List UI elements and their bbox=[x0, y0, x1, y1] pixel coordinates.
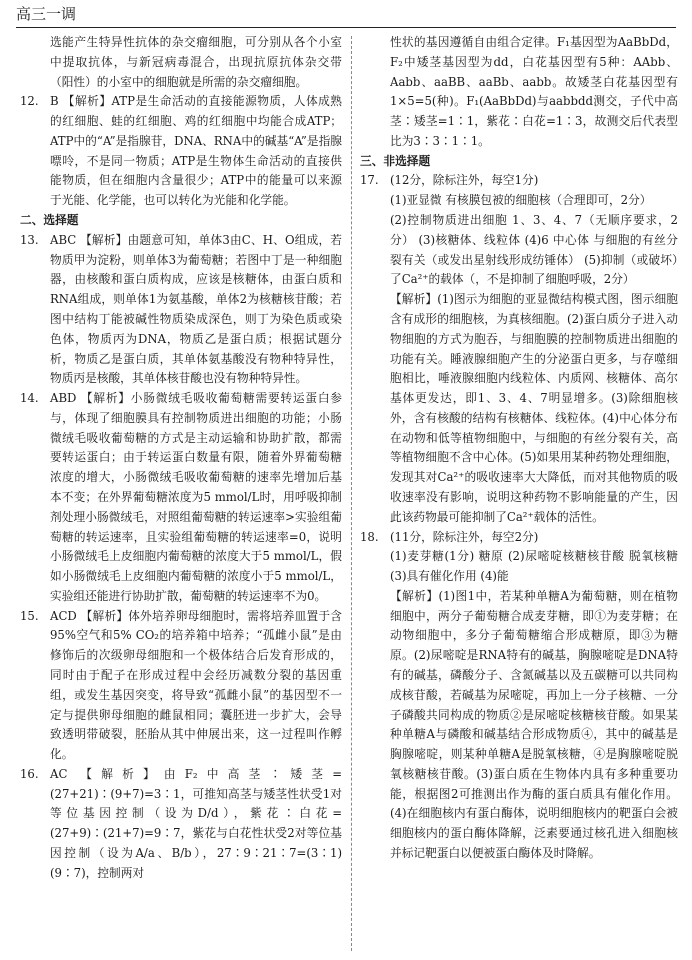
answer-line: (1)亚显微 有核膜包被的细胞核（合理即可，2分） bbox=[390, 193, 652, 208]
header-title: 高三一调 bbox=[16, 5, 77, 23]
answer-17 bbox=[360, 171, 678, 527]
answer-number: 14. bbox=[20, 391, 39, 406]
right-column bbox=[360, 33, 678, 864]
answer-number: 15. bbox=[20, 608, 39, 623]
answer-line: (2)控制物质进出细胞 1、3、4、7（无顺序要求，2分） (3)核糖体、线粒体 (4)6 中心体 与细胞的有丝分裂有关（或发出星射线形成纺锤体） (5)抑制（或破坏）了Ca²⁺的载体（，不是抑制了细胞呼吸，2分） bbox=[390, 213, 678, 287]
answer-number: 16. bbox=[20, 766, 39, 781]
score-note: (12分，除标注外，每空1分) bbox=[390, 173, 539, 188]
answer-number: 17. bbox=[360, 173, 379, 188]
answer-text: ACD 【解析】体外培养卵母细胞时，需将培养皿置于含95%空气和5% CO₂的培养箱中培养；“孤雌小鼠”是由修饰后的次级卵母细胞和一个极体结合后发育形成的，同时由于配子在形成过程中会经历减数分裂的基因重组，或发生基因突变，将导致“孤雌小鼠”的基因型不一定与提供卵母细胞的雌鼠相同；囊胚进一步扩大，会导致透明带破裂，胚胎从其中伸展出来，这一过程叫作孵化。 bbox=[50, 608, 342, 762]
answer-number: 13. bbox=[20, 232, 39, 247]
analysis-text: 【解析】(1)图1中，若某种单糖A为葡萄糖，则在植物细胞中，两分子葡萄糖合成麦芽糖，即①为麦芽糖；在动物细胞中，多分子葡萄糖缩合形成糖原，即③为糖原。(2)尿嘧啶是RNA特有的碱基，胸腺嘧啶是DNA特有的碱基，磷酸分子、含氮碱基以及五碳糖可以共同构成核苷酸，若碱基为尿嘧啶，再加上一分子核糖、一分子磷酸共同构成的物质②是尿嘧啶核糖核苷酸。如果某种单糖A与磷酸和碱基结合形成物质④，其中的碱基是胸腺嘧啶，则某种单糖A是脱氧核糖，④是胸腺嘧啶脱氧核糖核苷酸。(3)蛋白质在生物体内具有多种重要功能，根据图2可推测出作为酶的蛋白质具有催化作用。(4)在细胞核内有蛋白酶体，说明细胞核内的靶蛋白会被细胞核内的蛋白酶体降解，泛素要通过核孔进入细胞核并标记靶蛋白以便被蛋白酶体及时降解。 bbox=[390, 588, 678, 861]
answer-number: 18. bbox=[360, 529, 379, 544]
answer-14 bbox=[20, 389, 342, 607]
left-column bbox=[20, 33, 342, 884]
analysis-text: 【解析】(1)图示为细胞的亚显微结构模式图，图示细胞含有成形的细胞核，为真核细胞。(2)蛋白质分子进入动物细胞的方式为胞吞，与细胞膜的控制物质进出细胞的功能有关。睡液腺细胞产生的分泌蛋白更多，与存噬细胞相比，唾液腺细胞内线粒体、内质网、核糖体、高尔基体更发达，即1、3、4、7明显增多。(3)除细胞核外，含有核酸的结构有核糖体、线粒体。(4)中心体分布在动物和低等植物细胞中，与细胞的有丝分裂有关，高等植物细胞不含中心体。(5)如果用某种药物处理细胞，发现其对Ca²⁺的吸收速率大大降低，而对其他物质的吸收速率没有影响，说明这种药物不影响能量的产生，因此该药物最可能抑制了Ca²⁺载体的活性。 bbox=[390, 292, 678, 524]
continued-answer-11: 选能产生特异性抗体的杂交瘤细胞，可分别从各个小室中提取抗体，与新冠病毒混合，出现抗原抗体杂交带（阳性）的小室中的细胞就是所需的杂交瘤细胞。 bbox=[50, 35, 342, 89]
answer-number: 12. bbox=[20, 94, 39, 109]
answer-15 bbox=[20, 607, 342, 765]
answer-18 bbox=[360, 528, 678, 864]
answer-line: (1)麦芽糖(1分) 糖原 (2)尿嘧啶核糖核苷酸 脱氧核糖 (3)具有催化作用 (4)能 bbox=[390, 549, 678, 584]
answer-13 bbox=[20, 231, 342, 389]
answer-text: AC 【解析】由F₂中高茎∶矮茎=(27+21)∶(9+7)=3∶1，可推知高茎与矮茎性状受1对等位基因控制（设为D/d），紫花∶白花=(27+9)∶(21+7)=9∶7，紫花与白花性状受2对等位基因控制（设为A/a、B/b），27∶9∶21∶7=(3∶1)(9∶7)，控制两对 bbox=[50, 766, 342, 880]
column-divider bbox=[351, 36, 352, 951]
answer-text: ABD 【解析】小肠微绒毛吸收葡萄糖需要转运蛋白参与，体现了细胞膜具有控制物质进出细胞的功能；小肠微绒毛吸收葡萄糖的方式是主动运输和协助扩散，都需要转运蛋白；由于转运蛋白数量有限，随着外界葡萄糖浓度的增大，小肠微绒毛吸收葡萄糖的速率先增加后基本不变；在外界葡萄糖浓度为5 mmol/L时，用呼吸抑制剂处理小肠微绒毛，对照组葡萄糖的转运速率>实验组葡萄糖的转运速率，且实验组葡萄糖的转运速率=0，说明小肠微绒毛上皮细胞内葡萄糖的浓度大于5 mmol/L，假如小肠微绒毛上皮细胞内葡萄糖的浓度小于5 mmol/L，实验组还能进行协助扩散，葡萄糖的转运速率不为0。 bbox=[50, 391, 342, 603]
answer-16 bbox=[20, 765, 342, 884]
section-heading-2: 二、选择题 bbox=[20, 213, 79, 228]
answer-text: B 【解析】ATP是生命活动的直接能源物质，人体成熟的红细胞、蛙的红细胞、鸡的红细胞中均能合成ATP；ATP中的“A”是指腺苷，DNA、RNA中的碱基“A”是指腺嘌呤，不是同一物质；ATP是生物体生命活动的直接供能物质，但在细胞内含量很少；ATP中的能量可以来源于光能、化学能，也可以转化为光能和化学能。 bbox=[50, 94, 342, 208]
section-heading-3: 三、非选择题 bbox=[360, 153, 431, 168]
continued-answer-16: 性状的基因遵循自由组合定律。F₁基因型为AaBbDd，F₂中矮茎基因型为dd，白花基因型有5种：AAbb、Aabb、aaBB、aaBb、aabb。故矮茎白花基因型有1×5=5(种)。F₁(AaBbDd)与aabbdd测交，子代中高茎∶矮茎=1∶1，紫花∶白花=1∶3，故测交后代表型比为3∶3∶1∶1。 bbox=[390, 35, 678, 148]
score-note: (11分，除标注外，每空2分) bbox=[390, 529, 539, 544]
answer-12 bbox=[20, 92, 342, 211]
page-header bbox=[16, 3, 676, 28]
answer-text: ABC 【解析】由题意可知，单体3由C、H、O组成，若物质甲为淀粉，则单体3为葡萄糖；若图中丁是一种细胞器，由核酸和蛋白质构成，应该是核糖体，由蛋白质和RNA组成，则单体1为氨基酸，单体2为核糖核苷酸；若图中结构丁能被碱性物质染成深色，则丁为染色质或染色体，物质丙为DNA，物质乙是蛋白质；根据试题分析，物质乙是蛋白质，其单体氨基酸没有物种特异性，物质丙是核酸，其单体核苷酸也没有物种特异性。 bbox=[50, 232, 342, 386]
